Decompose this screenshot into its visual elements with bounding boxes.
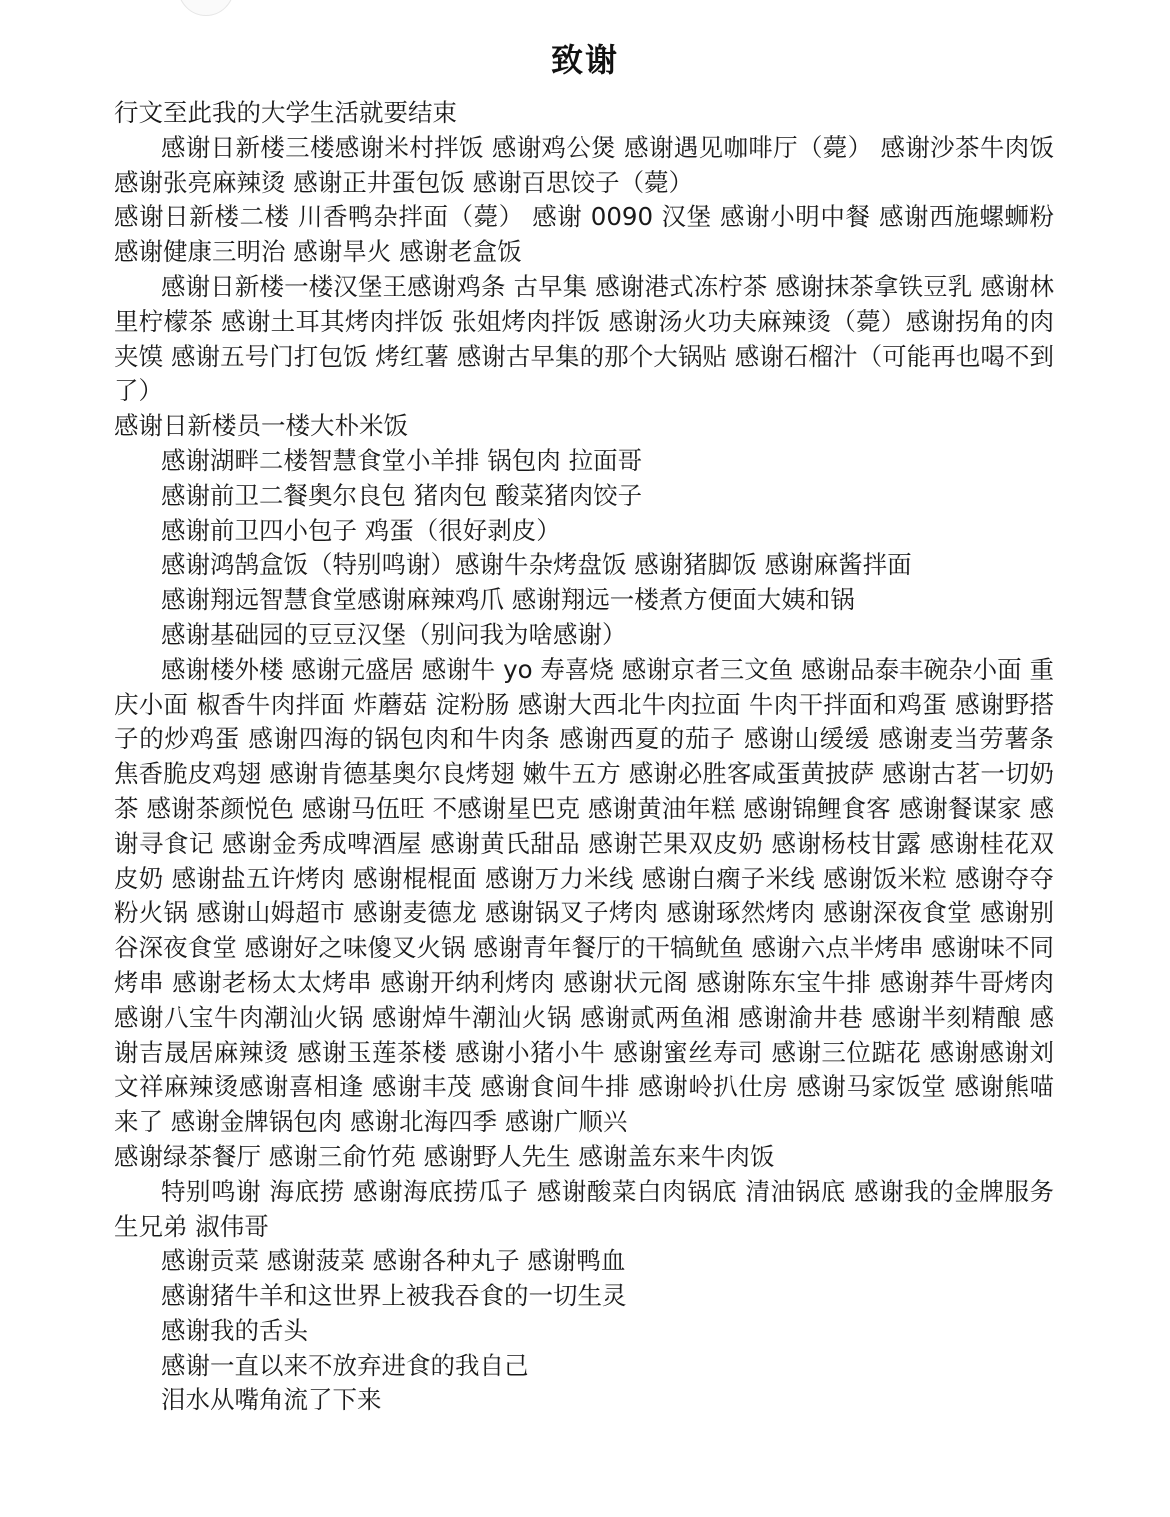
paragraph: 感谢日新楼一楼汉堡王感谢鸡条 古早集 感谢港式冻柠茶 感谢抹茶拿铁豆乳 感谢林里柠檬茶 感谢土耳其烤肉拌饭 张姐烤肉拌饭 感谢汤火功夫麻辣烫（薨）感谢拐角的肉夹馍 感谢五号门打包饭 烤红薯 感谢古早集的那个大锅贴 感谢石榴汁（可能再也喝不到了） — [114, 271, 1054, 406]
paragraph: 感谢贡菜 感谢菠菜 感谢各种丸子 感谢鸭血 — [161, 1246, 626, 1276]
paragraph: 感谢前卫二餐奥尔良包 猪肉包 酸菜猪肉饺子 — [161, 480, 643, 510]
paragraph: 感谢绿茶餐厅 感谢三俞竹苑 感谢野人先生 感谢盖东来牛肉饭 — [114, 1141, 775, 1171]
acknowledgement-body — [114, 96, 1054, 1418]
paragraph: 行文至此我的大学生活就要结束 — [114, 98, 457, 127]
paragraph: 感谢一直以来不放弃进食的我自己 — [161, 1350, 529, 1380]
paragraph: 感谢楼外楼 感谢元盛居 感谢牛 yo 寿喜烧 感谢京者三文鱼 感谢品泰丰碗杂小面 重庆小面 椒香牛肉拌面 炸蘑菇 淀粉肠 感谢大西北牛肉拉面 牛肉干拌面和鸡蛋 感谢野搭子的炒鸡蛋 感谢四海的锅包肉和牛肉条 感谢西夏的茄子 感谢山缓缓 感谢麦当劳薯条 焦香脆皮鸡翅 感谢肯德基奥尔良烤翅 嫩牛五方 感谢必胜客咸蛋黄披萨 感谢古茗一切奶茶 感谢茶颜悦色 感谢马伍旺 不感谢星巴克 感谢黄油年糕 感谢锦鲤食客 感谢餐谋家 感谢寻食记 感谢金秀成啤酒屋 感谢黄氏甜品 感谢芒果双皮奶 感谢杨枝甘露 感谢桂花双皮奶 感谢盐五许烤肉 感谢棍棍面 感谢万力米线 感谢白瘸子米线 感谢饭米粒 感谢夺夺粉火锅 感谢山姆超市 感谢麦德龙 感谢锅叉子烤肉 感谢琢然烤肉 感谢深夜食堂 感谢别谷深夜食堂 感谢好之味傻叉火锅 感谢青年餐厅的干犒鱿鱼 感谢六点半烤串 感谢味不同烤串 感谢老杨太太烤串 感谢开纳利烤肉 感谢状元阁 感谢陈东宝牛排 感谢莽牛哥烤肉 感谢八宝牛肉潮汕火锅 感谢焯牛潮汕火锅 感谢贰两鱼湘 感谢渝井巷 感谢半刻精酿 感谢吉晟居麻辣烫 感谢玉莲茶楼 感谢小猪小牛 感谢蜜丝寿司 感谢三位踮花 感谢感谢刘文祥麻辣烫感谢喜相逢 感谢丰茂 感谢食间牛排 感谢岭扒仕房 感谢马家饭堂 感谢熊喵来了 感谢金牌锅包肉 感谢北海四季 感谢广顺兴 — [114, 654, 1054, 1137]
paragraph: 感谢日新楼员一楼大朴米饭 — [114, 411, 408, 441]
paragraph: 感谢日新楼二楼 川香鸭杂拌面（薨） 感谢 0090 汉堡 感谢小明中餐 感谢西施螺蛳粉 感谢健康三明治 感谢旱火 感谢老盒饭 — [114, 202, 1054, 267]
paragraph: 感谢我的舌头 — [161, 1315, 308, 1345]
paragraph: 感谢基础园的豆豆汉堡（别问我为啥感谢） — [161, 619, 627, 649]
paragraph: 感谢前卫四小包子 鸡蛋（很好剥皮） — [161, 515, 561, 545]
paragraph: 泪水从嘴角流了下来 — [161, 1385, 382, 1415]
avatar-circle-fragment — [178, 0, 234, 16]
paragraph: 感谢日新楼三楼感谢米村拌饭 感谢鸡公煲 感谢遇见咖啡厅（薨） 感谢沙茶牛肉饭 感谢张亮麻辣烫 感谢正井蛋包饭 感谢百思饺子（薨） — [114, 132, 1054, 197]
paragraph: 感谢湖畔二楼智慧食堂小羊排 锅包肉 拉面哥 — [161, 445, 643, 475]
paragraph: 感谢鸿鹄盒饭（特别鸣谢）感谢牛杂烤盘饭 感谢猪脚饭 感谢麻酱拌面 — [161, 550, 912, 580]
paragraph: 感谢猪牛羊和这世界上被我吞食的一切生灵 — [161, 1281, 627, 1311]
paragraph: 特别鸣谢 海底捞 感谢海底捞瓜子 感谢酸菜白肉锅底 清油锅底 感谢我的金牌服务生兄弟 淑伟哥 — [114, 1176, 1054, 1241]
paragraph: 感谢翔远智慧食堂感谢麻辣鸡爪 感谢翔远一楼煮方便面大姨和锅 — [161, 585, 855, 615]
page-title: 致谢 — [550, 41, 619, 79]
